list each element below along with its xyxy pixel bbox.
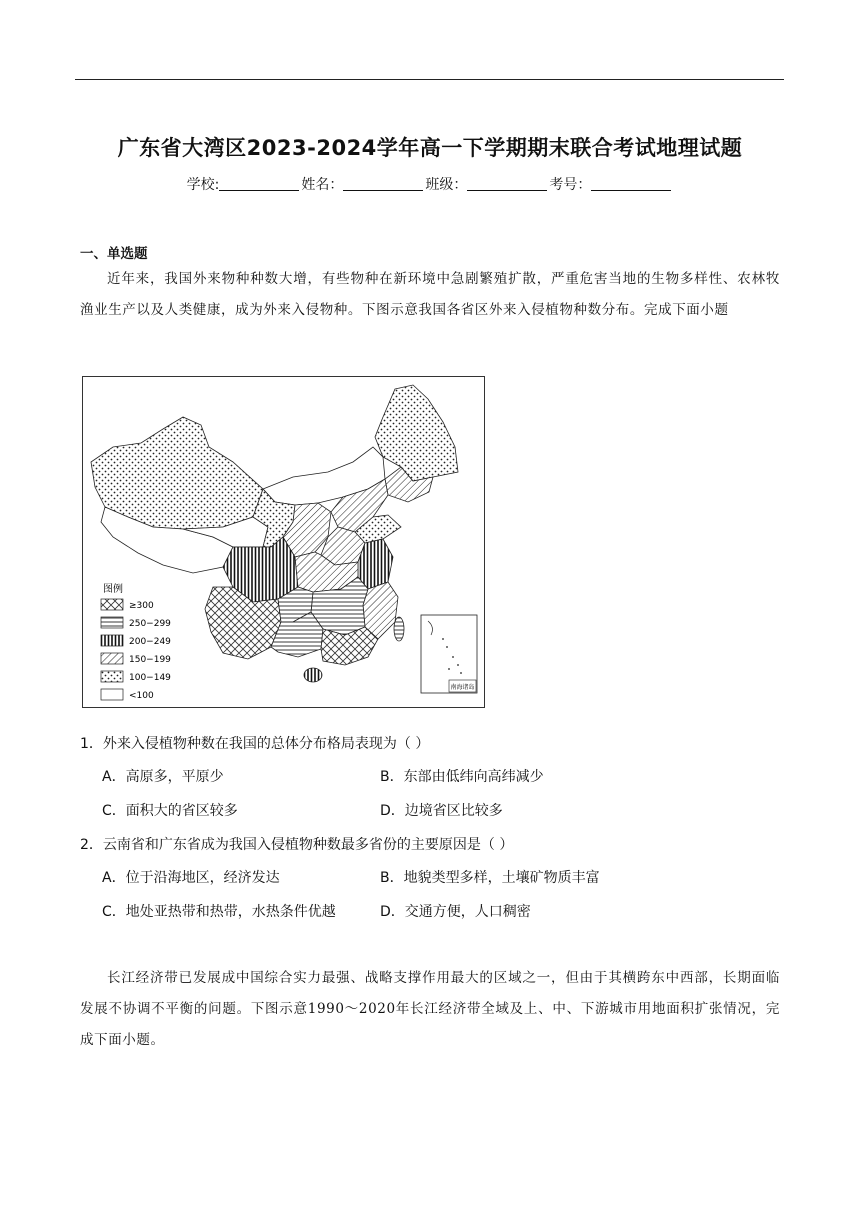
legend-label: 200−249 <box>129 637 171 647</box>
name-label: 姓名： <box>301 177 344 193</box>
legend-swatch-diagonal <box>101 653 123 664</box>
school-blank[interactable] <box>219 176 299 191</box>
legend-swatch-crosshatch <box>101 599 123 610</box>
class-blank[interactable] <box>467 176 547 191</box>
legend-label: <100 <box>129 691 154 701</box>
header-rule <box>75 79 784 80</box>
question-1-option-d[interactable]: D．边境省区比较多 <box>380 803 503 819</box>
legend-swatch-vertical <box>101 635 123 646</box>
legend <box>101 599 171 701</box>
exam-number-blank[interactable] <box>591 176 671 191</box>
region-hainan <box>304 668 322 682</box>
legend-label: ≥300 <box>129 601 154 611</box>
passage-2: 长江经济带已发展成中国综合实力最强、战略支撑作用最大的区域之一，但由于其横跨东中西部，长期面临发展不协调不平衡的问题。下图示意1990～2020年长江经济带全域及上、中、下游城市用地面积扩张情况，完成下面小题。 <box>80 970 780 1048</box>
legend-swatch-dots <box>101 671 123 682</box>
question-2-option-d[interactable]: D．交通方便，人口稠密 <box>380 904 531 920</box>
legend-title: 图例 <box>103 584 123 595</box>
legend-label: 250−299 <box>129 619 171 629</box>
question-1-option-a[interactable]: A．高原多，平原少 <box>102 769 224 785</box>
question-2-option-c[interactable]: C．地处亚热带和热带，水热条件优越 <box>102 904 336 920</box>
question-1-option-c[interactable]: C．面积大的省区较多 <box>102 803 238 819</box>
invasive-species-map <box>82 376 485 708</box>
question-2-option-b[interactable]: B．地貌类型多样，土壤矿物质丰富 <box>380 870 600 886</box>
question-2-stem: 2．云南省和广东省成为我国入侵植物种数最多省份的主要原因是（ ） <box>80 837 514 853</box>
name-blank[interactable] <box>343 176 423 191</box>
section-title: 一、单选题 <box>80 246 148 262</box>
school-label: 学校: <box>186 177 220 193</box>
question-1-stem: 1．外来入侵植物种数在我国的总体分布格局表现为（ ） <box>80 736 430 752</box>
passage-1: 近年来，我国外来物种种数大增，有些物种在新环境中急剧繁殖扩散，严重危害当地的生物多样性、农林牧渔业生产以及人类健康，成为外来入侵物种。下图示意我国各省区外来入侵植物种数分布。完成下面小题 <box>80 271 780 318</box>
question-2-option-a[interactable]: A．位于沿海地区，经济发达 <box>102 870 280 886</box>
region-taiwan <box>394 617 404 641</box>
exam-number-label: 考号： <box>549 177 592 193</box>
inset-label: 南海诸岛 <box>450 684 475 691</box>
legend-label: 100−149 <box>129 673 171 683</box>
china-map-svg <box>83 377 484 707</box>
region-northeast <box>375 385 458 481</box>
legend-swatch-blank <box>101 689 123 700</box>
legend-label: 150−199 <box>129 655 171 665</box>
legend-swatch-horizontal <box>101 617 123 628</box>
student-info-line <box>0 174 860 194</box>
class-label: 班级： <box>425 177 468 193</box>
question-1-option-b[interactable]: B．东部由低纬向高纬减少 <box>380 769 544 785</box>
exam-title: 广东省大湾区2023-2024学年高一下学期期末联合考试地理试题 <box>117 136 743 160</box>
